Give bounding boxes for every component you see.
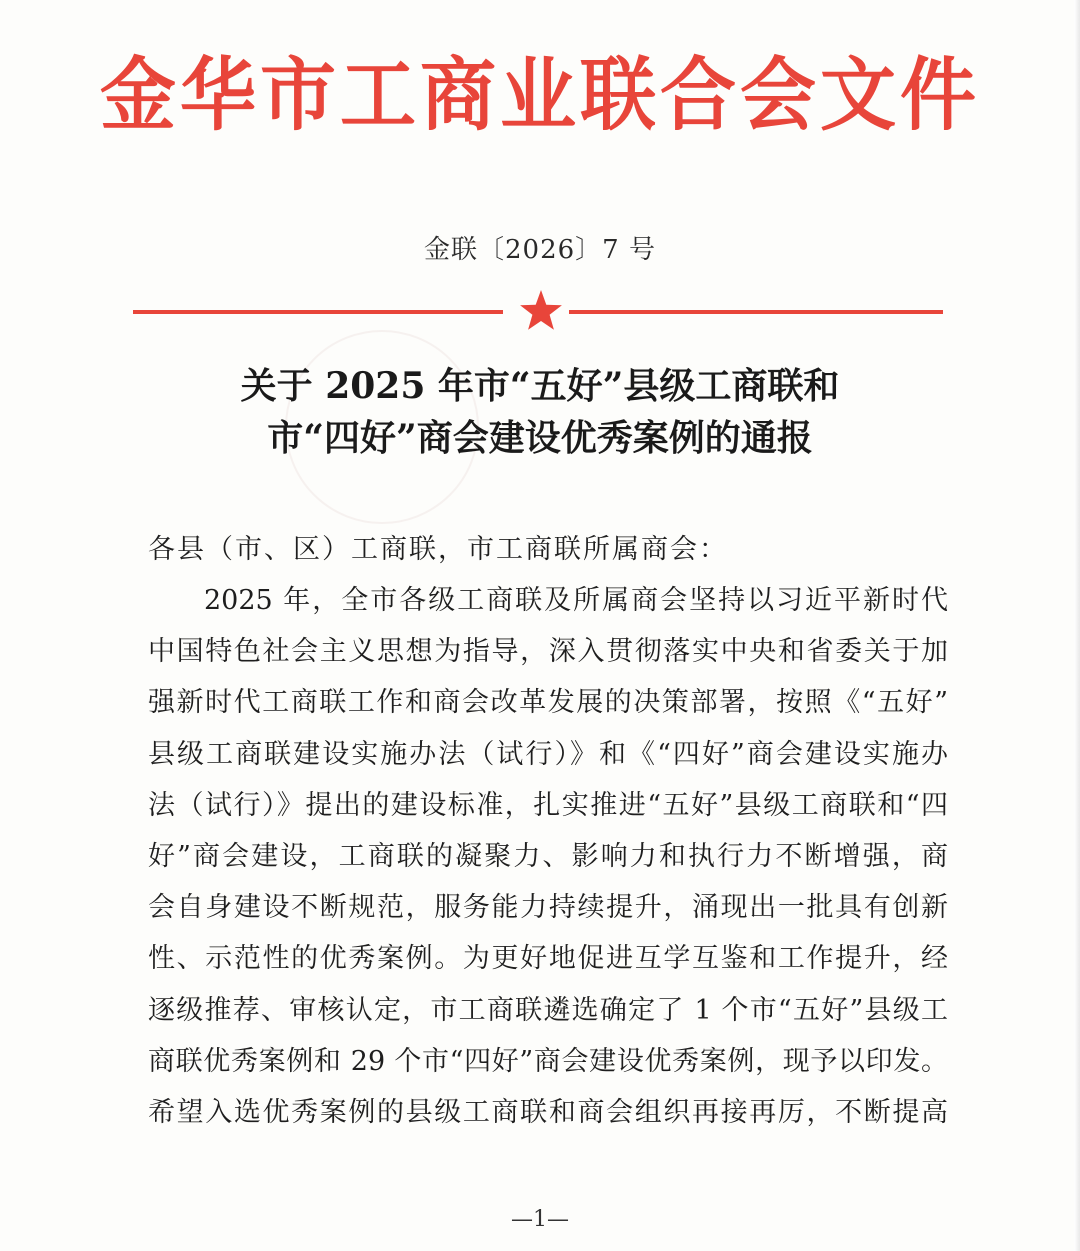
title-line-2: 市“四好”商会建设优秀案例的通报 [267, 417, 813, 459]
body-line: 会自身建设不断规范，服务能力持续提升，涌现出一批具有创新 [148, 892, 948, 924]
body-line: 中国特色社会主义思想为指导，深入贯彻落实中央和省委关于加 [148, 636, 948, 668]
star-icon [519, 288, 563, 332]
divider-line-left [133, 310, 503, 314]
body-line: 希望入选优秀案例的县级工商联和商会组织再接再厉，不断提高 [148, 1096, 948, 1128]
divider-line-right [569, 310, 943, 314]
page-edge-shadow [1074, 0, 1080, 1251]
body-line: 法（试行）》提出的建设标准，扎实推进“五好”县级工商联和“四 [148, 789, 948, 821]
red-divider [133, 288, 943, 334]
body-line: 县级工商联建设实施办法（试行）》和《“四好”商会建设实施办 [148, 738, 948, 770]
body-line: 好”商会建设，工商联的凝聚力、影响力和执行力不断增强，商 [148, 840, 948, 872]
document-masthead: 金华市工商业联合会文件 [100, 47, 980, 142]
salutation: 各县（市、区）工商联，市工商联所属商会： [148, 534, 728, 565]
body-line: 逐级推荐、审核认定，市工商联遴选确定了 1 个市“五好”县级工 [148, 994, 948, 1026]
notice-title [0, 360, 1080, 464]
body-line: 强新时代工商联工作和商会改革发展的决策部署，按照《“五好” [148, 687, 948, 719]
page-number: —1— [511, 1207, 569, 1232]
title-line-1: 关于 2025 年市“五好”县级工商联和 [240, 365, 840, 407]
body-paragraph [148, 575, 948, 1138]
body-line: 性、示范性的优秀案例。为更好地促进互学互鉴和工作提升，经 [148, 943, 948, 975]
body-line: 商联优秀案例和 29 个市“四好”商会建设优秀案例，现予以印发。 [148, 1045, 948, 1077]
document-number: 金联〔2026〕7 号 [424, 235, 656, 265]
body-line: 2025 年，全市各级工商联及所属商会坚持以习近平新时代 [204, 585, 948, 616]
